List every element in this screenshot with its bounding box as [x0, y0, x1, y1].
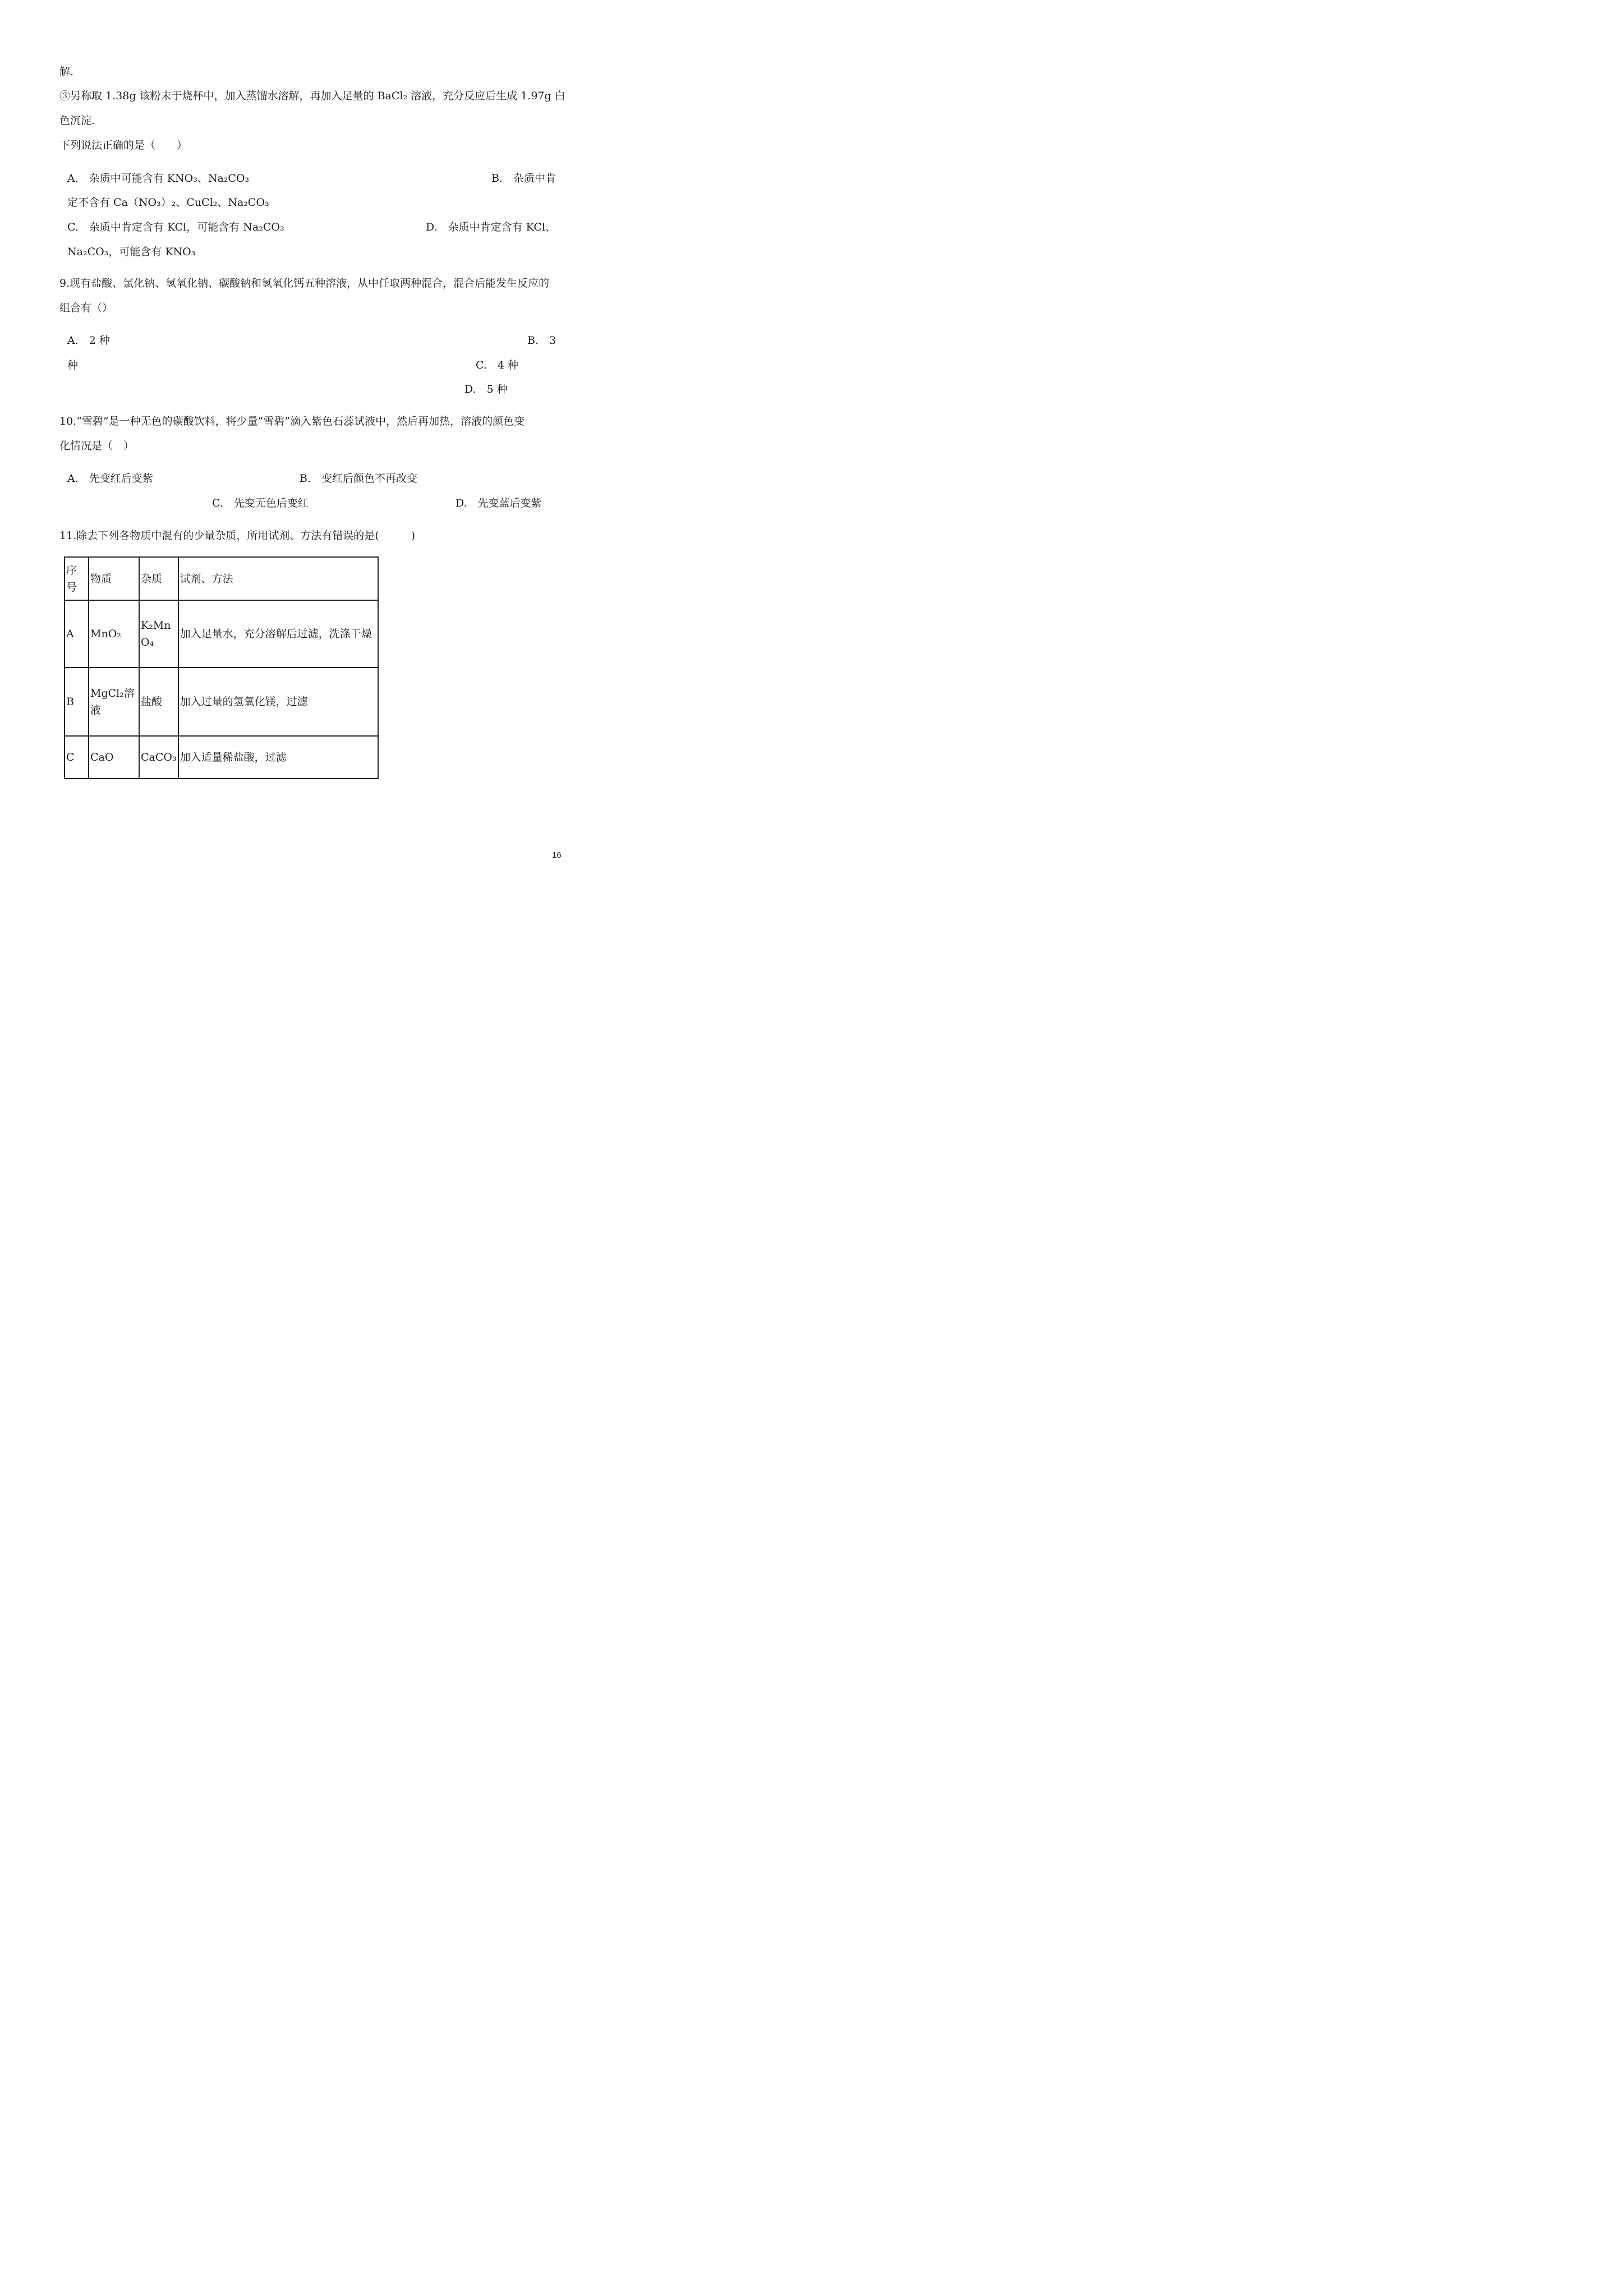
- table-cell: CaCO₃: [139, 736, 178, 779]
- table-cell: B: [65, 668, 89, 736]
- table-cell: 加入过量的氢氧化镁，过滤: [178, 668, 378, 736]
- question-stem: 组合有（）: [59, 302, 113, 314]
- question-stem: 9.现有盐酸、氯化钠、氢氧化钠、碳酸钠和氢氧化钙五种溶液，从中任取两种混合，混合后能发生反应的: [59, 277, 550, 289]
- table-cell: 加入足量水，充分溶解后过滤，洗涤干燥: [178, 600, 378, 668]
- table-cell: MgCl₂溶液: [89, 668, 139, 736]
- text-line: 解.: [59, 66, 74, 78]
- table-cell: 加入适量稀盐酸，过滤: [178, 736, 378, 779]
- option-a: A. 2 种: [67, 334, 110, 347]
- table-row: [65, 736, 378, 779]
- question-prompt: 下列说法正确的是（ ）: [59, 139, 188, 151]
- table-cell: MnO₂: [89, 600, 139, 668]
- table-header-row: [65, 557, 378, 600]
- table-cell: 盐酸: [139, 668, 178, 736]
- header-cell: 试剂、方法: [178, 557, 378, 600]
- question-stem: 11.除去下列各物质中混有的少量杂质，所用试剂、方法有错误的是( ): [59, 530, 416, 542]
- text-line: 色沉淀.: [59, 114, 95, 127]
- impurity-table: [64, 556, 379, 779]
- header-cell: 物质: [89, 557, 139, 600]
- table-cell: C: [65, 736, 89, 779]
- option-b: B. 杂质中肯: [491, 172, 556, 185]
- option-d-continued: Na₂CO₃，可能含有 KNO₃: [67, 246, 196, 258]
- option-b-continued: 种: [67, 359, 79, 371]
- option-b-continued: 定不含有 Ca（NO₃）₂、CuCl₂、Na₂CO₃: [67, 196, 269, 209]
- header-cell: 杂质: [139, 557, 178, 600]
- option-d: D. 先变蓝后变紫: [456, 497, 542, 509]
- header-cell: 序号: [65, 557, 89, 600]
- option-c: C. 杂质中肯定含有 KCl，可能含有 Na₂CO₃: [67, 221, 284, 233]
- question-stem: 10.“雪碧”是一种无色的碳酸饮料，将少量“雪碧”滴入紫色石蕊试液中，然后再加热，溶液的颜色变: [59, 415, 525, 427]
- option-a: A. 先变红后变紫: [67, 472, 153, 485]
- table-row: [65, 600, 378, 668]
- option-c: C. 4 种: [476, 359, 519, 371]
- option-b: B. 变红后颜色不再改变: [300, 472, 418, 485]
- option-d: D. 5 种: [464, 383, 508, 395]
- table-cell: CaO: [89, 736, 139, 779]
- table-cell: K₂MnO₄: [139, 600, 178, 668]
- table-row: [65, 668, 378, 736]
- question-stem: 化情况是（ ）: [59, 440, 135, 452]
- option-a: A. 杂质中可能含有 KNO₃、Na₂CO₃: [67, 172, 250, 185]
- page-number: 16: [552, 850, 562, 860]
- option-c: C. 先变无色后变红: [212, 497, 309, 509]
- option-d: D. 杂质中肯定含有 KCl、: [426, 221, 556, 233]
- table-cell: A: [65, 600, 89, 668]
- option-b: B. 3: [527, 334, 556, 347]
- text-line: ③另称取 1.38g 该粉末于烧杯中，加入蒸馏水溶解，再加入足量的 BaCl₂ 溶液，充分反应后生成 1.97g 白: [59, 90, 565, 102]
